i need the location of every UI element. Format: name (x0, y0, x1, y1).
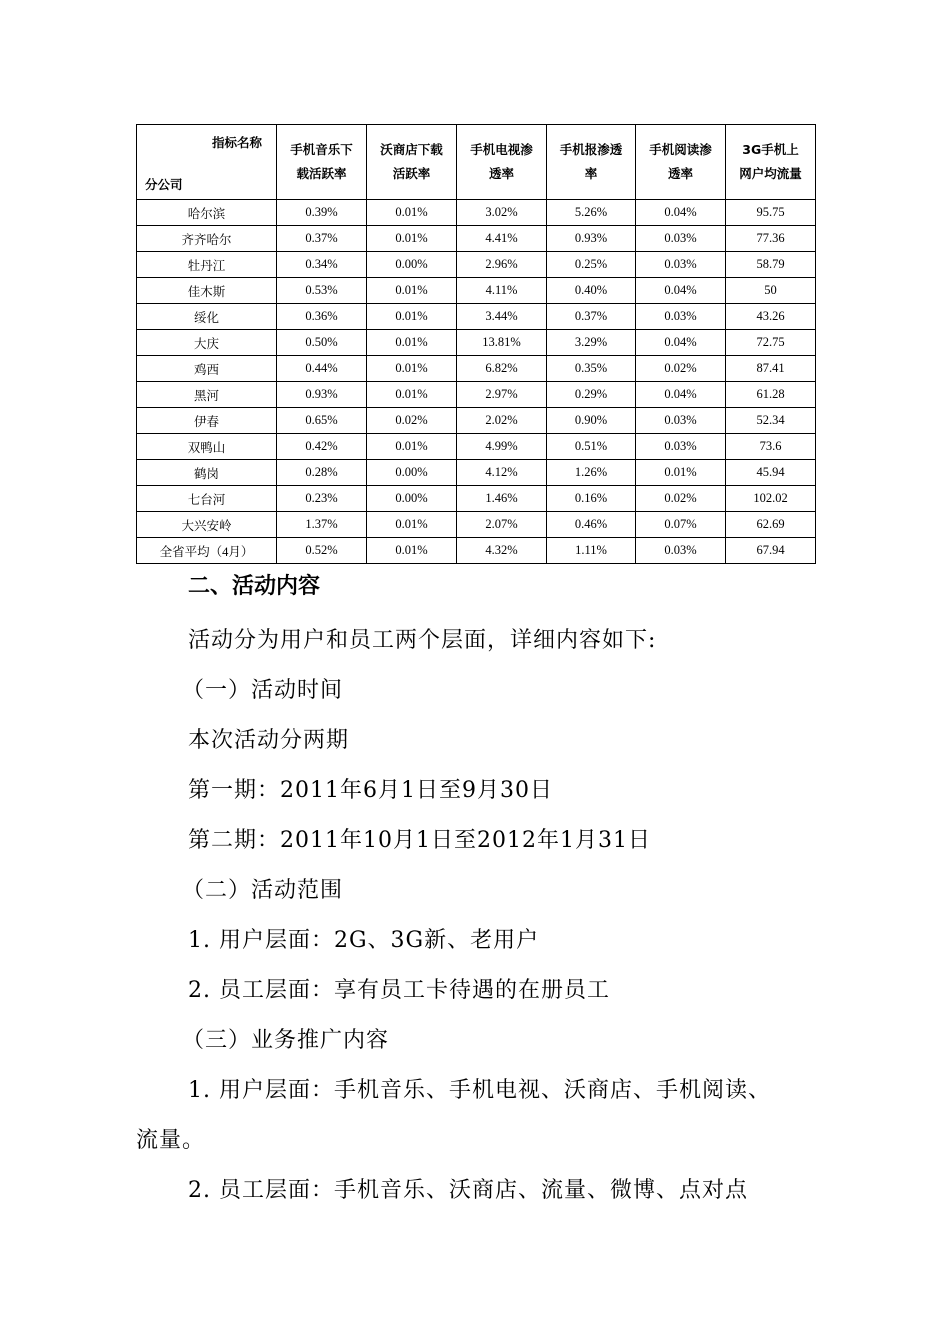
metric-value-cell: 0.04% (636, 382, 726, 408)
metric-value-cell: 0.03% (636, 304, 726, 330)
metric-value-cell: 0.53% (277, 278, 367, 304)
metric-value-cell: 6.82% (457, 356, 547, 382)
metric-value-cell: 0.01% (367, 512, 457, 538)
metric-value-cell: 0.29% (547, 382, 636, 408)
promo-users-line1: 1. 用户层面：手机音乐、手机电视、沃商店、手机阅读、 (188, 1078, 771, 1103)
metric-value-cell: 0.51% (547, 434, 636, 460)
branch-name-cell: 佳木斯 (137, 278, 277, 304)
header-metric-name: 指标名称 (211, 135, 262, 150)
column-header: 3G手机上 网户均流量 (726, 125, 816, 200)
metric-value-cell: 0.44% (277, 356, 367, 382)
metric-value-cell: 73.6 (726, 434, 816, 460)
metric-value-cell: 0.93% (547, 226, 636, 252)
section-heading: 二、活动内容 (188, 574, 321, 599)
column-header: 手机阅读渗 透率 (636, 125, 726, 200)
table-row (137, 252, 816, 278)
metric-value-cell: 0.46% (547, 512, 636, 538)
metric-value-cell: 43.26 (726, 304, 816, 330)
metric-value-cell: 0.39% (277, 200, 367, 226)
branch-name-cell: 大兴安岭 (137, 512, 277, 538)
metric-value-cell: 0.01% (367, 200, 457, 226)
metric-value-cell: 0.01% (367, 538, 457, 564)
activity-section (136, 570, 836, 1216)
table-row (137, 538, 816, 564)
diagonal-header-cell (137, 125, 277, 200)
metric-value-cell: 67.94 (726, 538, 816, 564)
metric-value-cell: 0.00% (367, 486, 457, 512)
metric-value-cell: 0.01% (367, 434, 457, 460)
metric-value-cell: 58.79 (726, 252, 816, 278)
metric-value-cell: 3.44% (457, 304, 547, 330)
column-header: 沃商店下载 活跃率 (367, 125, 457, 200)
metric-value-cell: 2.07% (457, 512, 547, 538)
metric-value-cell: 0.02% (367, 408, 457, 434)
branch-name-cell: 牡丹江 (137, 252, 277, 278)
metric-value-cell: 0.90% (547, 408, 636, 434)
branch-name-cell: 全省平均（4月） (137, 538, 277, 564)
metric-value-cell: 1.26% (547, 460, 636, 486)
metric-value-cell: 2.02% (457, 408, 547, 434)
table-header-row (137, 125, 816, 200)
promo-users-line2: 流量。 (136, 1128, 206, 1153)
table-row (137, 460, 816, 486)
metric-value-cell: 0.01% (367, 382, 457, 408)
metric-value-cell: 0.52% (277, 538, 367, 564)
metric-value-cell: 72.75 (726, 330, 816, 356)
table-row (137, 330, 816, 356)
metric-value-cell: 0.01% (367, 330, 457, 356)
metric-value-cell: 0.34% (277, 252, 367, 278)
metric-value-cell: 0.03% (636, 408, 726, 434)
table-body (137, 200, 816, 564)
metric-value-cell: 45.94 (726, 460, 816, 486)
table-row (137, 304, 816, 330)
table-row (137, 382, 816, 408)
branch-name-cell: 伊春 (137, 408, 277, 434)
table-row (137, 486, 816, 512)
metric-value-cell: 62.69 (726, 512, 816, 538)
metric-value-cell: 0.01% (367, 356, 457, 382)
table-row (137, 512, 816, 538)
metric-value-cell: 0.42% (277, 434, 367, 460)
period-1: 第一期：2011年6月1日至9月30日 (188, 778, 553, 803)
metric-value-cell: 0.37% (547, 304, 636, 330)
metric-value-cell: 0.25% (547, 252, 636, 278)
metric-value-cell: 0.04% (636, 200, 726, 226)
branch-name-cell: 齐齐哈尔 (137, 226, 277, 252)
metric-value-cell: 5.26% (547, 200, 636, 226)
header-branch: 分公司 (145, 177, 183, 192)
metric-value-cell: 50 (726, 278, 816, 304)
branch-name-cell: 绥化 (137, 304, 277, 330)
subheading-scope: （二）活动范围 (182, 878, 344, 903)
metric-value-cell: 2.96% (457, 252, 547, 278)
metric-value-cell: 0.93% (277, 382, 367, 408)
metric-value-cell: 4.32% (457, 538, 547, 564)
metric-value-cell: 0.02% (636, 486, 726, 512)
table-row (137, 434, 816, 460)
metric-value-cell: 102.02 (726, 486, 816, 512)
branch-name-cell: 哈尔滨 (137, 200, 277, 226)
column-header: 手机电视渗 透率 (457, 125, 547, 200)
branch-name-cell: 双鸭山 (137, 434, 277, 460)
metric-value-cell: 13.81% (457, 330, 547, 356)
metric-value-cell: 0.03% (636, 538, 726, 564)
metric-value-cell: 0.03% (636, 434, 726, 460)
intro-paragraph: 活动分为用户和员工两个层面，详细内容如下: (188, 628, 657, 653)
metric-value-cell: 52.34 (726, 408, 816, 434)
metric-value-cell: 1.11% (547, 538, 636, 564)
metric-value-cell: 0.01% (367, 304, 457, 330)
metric-value-cell: 4.11% (457, 278, 547, 304)
metric-value-cell: 0.01% (367, 278, 457, 304)
period-2: 第二期：2011年10月1日至2012年1月31日 (188, 828, 651, 853)
metric-value-cell: 0.40% (547, 278, 636, 304)
metric-value-cell: 77.36 (726, 226, 816, 252)
branch-name-cell: 七台河 (137, 486, 277, 512)
metric-value-cell: 0.23% (277, 486, 367, 512)
column-header: 手机报渗透 率 (547, 125, 636, 200)
metric-value-cell: 1.46% (457, 486, 547, 512)
metric-value-cell: 1.37% (277, 512, 367, 538)
table-row (137, 408, 816, 434)
promo-staff: 2. 员工层面：手机音乐、沃商店、流量、微博、点对点 (188, 1178, 748, 1203)
metrics-table (136, 124, 816, 564)
branch-name-cell: 鸡西 (137, 356, 277, 382)
metric-value-cell: 3.29% (547, 330, 636, 356)
metric-value-cell: 0.37% (277, 226, 367, 252)
metric-value-cell: 2.97% (457, 382, 547, 408)
column-header: 手机音乐下 载活跃率 (277, 125, 367, 200)
table-row (137, 278, 816, 304)
metric-value-cell: 0.04% (636, 278, 726, 304)
metric-value-cell: 95.75 (726, 200, 816, 226)
metric-value-cell: 0.03% (636, 252, 726, 278)
metric-value-cell: 0.65% (277, 408, 367, 434)
scope-staff: 2. 员工层面：享有员工卡待遇的在册员工 (188, 978, 610, 1003)
table-row (137, 226, 816, 252)
period-intro: 本次活动分两期 (188, 728, 350, 753)
metric-value-cell: 0.36% (277, 304, 367, 330)
table-row (137, 356, 816, 382)
metric-value-cell: 0.01% (367, 226, 457, 252)
metric-value-cell: 87.41 (726, 356, 816, 382)
scope-users: 1. 用户层面：2G、3G新、老用户 (188, 928, 540, 953)
metric-value-cell: 0.01% (636, 460, 726, 486)
metric-value-cell: 0.35% (547, 356, 636, 382)
metric-value-cell: 0.28% (277, 460, 367, 486)
branch-name-cell: 黑河 (137, 382, 277, 408)
branch-name-cell: 大庆 (137, 330, 277, 356)
branch-name-cell: 鹤岗 (137, 460, 277, 486)
subheading-time: （一）活动时间 (182, 678, 344, 703)
metric-value-cell: 0.04% (636, 330, 726, 356)
metric-value-cell: 4.99% (457, 434, 547, 460)
metric-value-cell: 0.03% (636, 226, 726, 252)
metric-value-cell: 0.00% (367, 252, 457, 278)
metric-value-cell: 3.02% (457, 200, 547, 226)
metric-value-cell: 61.28 (726, 382, 816, 408)
metric-value-cell: 4.41% (457, 226, 547, 252)
metric-value-cell: 4.12% (457, 460, 547, 486)
metric-value-cell: 0.02% (636, 356, 726, 382)
subheading-promotion: （三）业务推广内容 (182, 1028, 390, 1053)
metric-value-cell: 0.50% (277, 330, 367, 356)
metric-value-cell: 0.16% (547, 486, 636, 512)
table-row (137, 200, 816, 226)
metric-value-cell: 0.00% (367, 460, 457, 486)
metric-value-cell: 0.07% (636, 512, 726, 538)
